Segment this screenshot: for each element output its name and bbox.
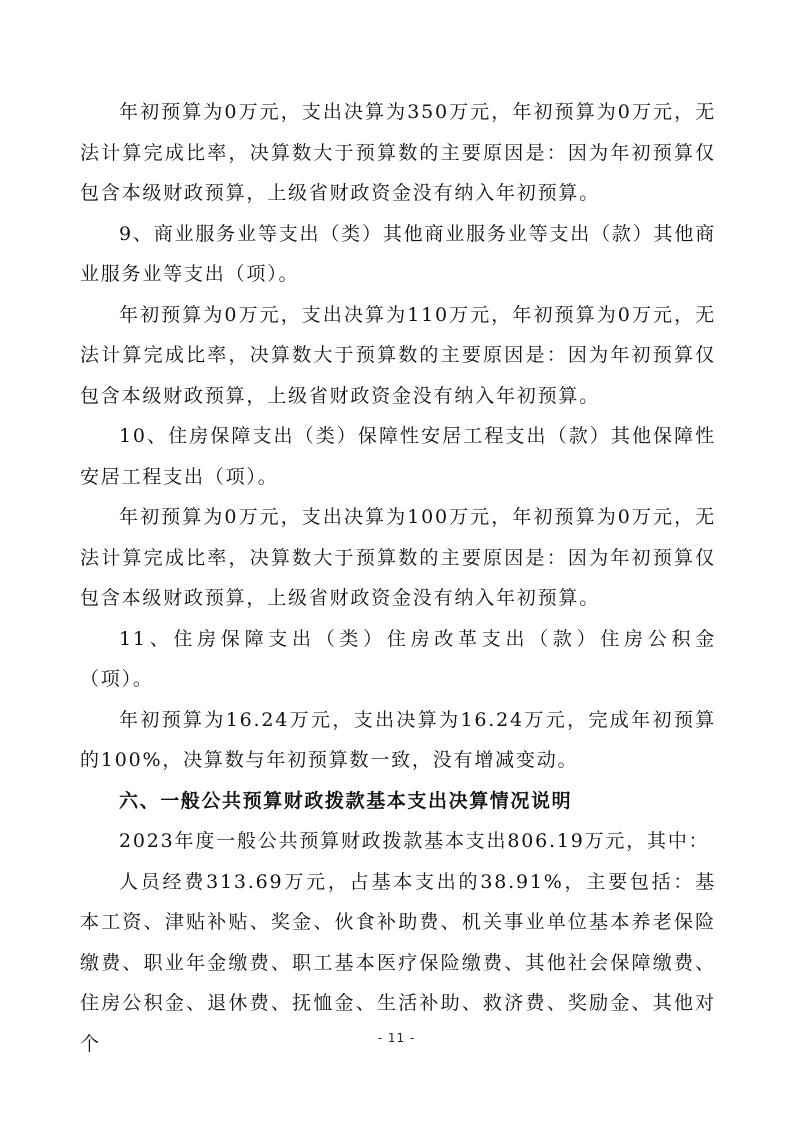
paragraph-item-9: 9、商业服务业等支出（类）其他商业服务业等支出（款）其他商业服务业等支出（项）。 [80,222,716,285]
paragraph-basic-expenditure: 2023年度一般公共预算财政拨款基本支出806.19万元，其中： [119,830,710,852]
section-heading-6: 六、一般公共预算财政拨款基本支出决算情况说明 [119,789,573,812]
paragraph-budget-110: 年初预算为0万元，支出决算为110万元，年初预算为0万元，无法计算完成比率，决算数大于预算数的主要原因是：因为年初预算仅包含本级财政预算，上级省财政资金没有纳入年初预算。 [80,303,716,407]
paragraph-budget-16-24: 年初预算为16.24万元，支出决算为16.24万元，完成年初预算的100%，决算数与年初预算数一致，没有增减变动。 [80,708,716,771]
paragraph-budget-350: 年初预算为0万元，支出决算为350万元，年初预算为0万元，无法计算完成比率，决算数大于预算数的主要原因是：因为年初预算仅包含本级财政预算，上级省财政资金没有纳入年初预算。 [80,101,716,204]
paragraph-item-10: 10、住房保障支出（类）保障性安居工程支出（款）其他保障性安居工程支出（项）。 [80,425,716,488]
body-text [80,92,716,1064]
paragraph-personnel-costs: 人员经费313.69万元，占基本支出的38.91%，主要包括：基本工资、津贴补贴、奖金、伙食补助费、机关事业单位基本养老保险缴费、职业年金缴费、职工基本医疗保险缴费、其他社会保障缴费、住房公积金、退休费、抚恤金、生活补助、救济费、奖励金、其他对个 [80,870,716,1055]
page-number: - 11 - [377,1031,416,1045]
paragraph-item-11: 11、住房保障支出（类）住房改革支出（款）住房公积金（项）。 [80,627,716,690]
paragraph-budget-100: 年初预算为0万元，支出决算为100万元，年初预算为0万元，无法计算完成比率，决算数大于预算数的主要原因是：因为年初预算仅包含本级财政预算，上级省财政资金没有纳入年初预算。 [80,506,716,609]
